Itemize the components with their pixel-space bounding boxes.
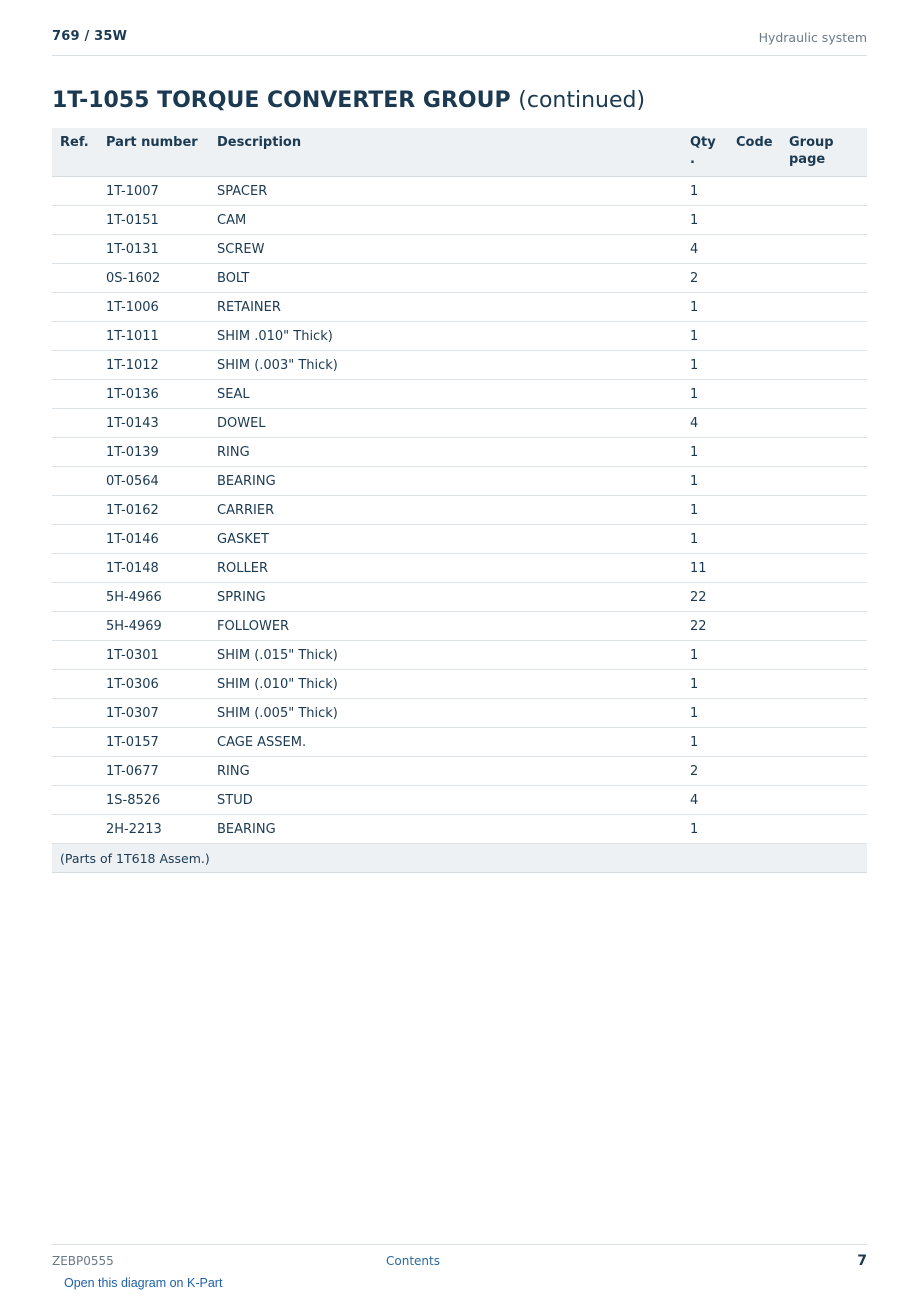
- table-row: [52, 525, 867, 554]
- table-row: [52, 670, 867, 699]
- cell-code: [728, 757, 781, 786]
- table-row: [52, 583, 867, 612]
- column-header-qty: [682, 128, 728, 177]
- cell-code: [728, 438, 781, 467]
- cell-ref: [52, 728, 98, 757]
- cell-description: SEAL: [209, 380, 682, 409]
- cell-code: [728, 641, 781, 670]
- cell-ref: [52, 612, 98, 641]
- cell-code: [728, 554, 781, 583]
- cell-group-page: [781, 815, 867, 844]
- cell-group-page: [781, 293, 867, 322]
- section-label: Hydraulic system: [758, 30, 867, 45]
- cell-ref: [52, 380, 98, 409]
- cell-part-number: 1T-1006: [98, 293, 209, 322]
- cell-qty: 1: [682, 496, 728, 525]
- table-row: [52, 728, 867, 757]
- cell-qty: 1: [682, 815, 728, 844]
- cell-part-number: 1T-0677: [98, 757, 209, 786]
- cell-code: [728, 612, 781, 641]
- cell-part-number: 1T-1012: [98, 351, 209, 380]
- cell-description: STUD: [209, 786, 682, 815]
- table-row: [52, 322, 867, 351]
- cell-code: [728, 322, 781, 351]
- table-row: [52, 641, 867, 670]
- table-row: [52, 554, 867, 583]
- cell-code: [728, 670, 781, 699]
- cell-description: RING: [209, 757, 682, 786]
- cell-part-number: 5H-4966: [98, 583, 209, 612]
- cell-code: [728, 786, 781, 815]
- cell-description: RING: [209, 438, 682, 467]
- cell-qty: 1: [682, 728, 728, 757]
- page-header: [52, 0, 867, 56]
- cell-qty: 4: [682, 409, 728, 438]
- cell-part-number: 1T-0146: [98, 525, 209, 554]
- cell-description: BOLT: [209, 264, 682, 293]
- cell-ref: [52, 815, 98, 844]
- cell-qty: 22: [682, 612, 728, 641]
- cell-group-page: [781, 380, 867, 409]
- cell-description: SHIM (.003" Thick): [209, 351, 682, 380]
- cell-code: [728, 293, 781, 322]
- cell-group-page: [781, 728, 867, 757]
- column-header-part-number: Part number: [98, 128, 209, 177]
- table-row: [52, 409, 867, 438]
- cell-ref: [52, 409, 98, 438]
- cell-ref: [52, 757, 98, 786]
- cell-part-number: 0S-1602: [98, 264, 209, 293]
- cell-qty: 1: [682, 467, 728, 496]
- cell-group-page: [781, 525, 867, 554]
- cell-group-page: [781, 177, 867, 206]
- cell-code: [728, 235, 781, 264]
- cell-group-page: [781, 757, 867, 786]
- cell-description: SHIM (.010" Thick): [209, 670, 682, 699]
- cell-qty: 1: [682, 177, 728, 206]
- cell-qty: 2: [682, 264, 728, 293]
- cell-description: CAM: [209, 206, 682, 235]
- cell-group-page: [781, 264, 867, 293]
- page-title: [52, 88, 645, 113]
- cell-ref: [52, 264, 98, 293]
- cell-code: [728, 177, 781, 206]
- cell-group-page: [781, 206, 867, 235]
- cell-code: [728, 409, 781, 438]
- group-page-header-line2: page: [789, 152, 826, 167]
- cell-description: SPACER: [209, 177, 682, 206]
- column-header-group-page: [781, 128, 867, 177]
- table-row: [52, 351, 867, 380]
- cell-ref: [52, 438, 98, 467]
- table-row: [52, 380, 867, 409]
- cell-description: SCREW: [209, 235, 682, 264]
- cell-part-number: 1T-0307: [98, 699, 209, 728]
- table-row: [52, 757, 867, 786]
- cell-ref: [52, 467, 98, 496]
- continued-label: (continued): [518, 88, 646, 113]
- table-row: [52, 815, 867, 844]
- cell-description: SHIM (.005" Thick): [209, 699, 682, 728]
- cell-code: [728, 583, 781, 612]
- cell-ref: [52, 699, 98, 728]
- cell-part-number: 1T-0301: [98, 641, 209, 670]
- parts-table-body: [52, 177, 867, 844]
- cell-part-number: 1T-0139: [98, 438, 209, 467]
- column-header-ref: Ref.: [52, 128, 98, 177]
- table-row: [52, 612, 867, 641]
- cell-code: [728, 351, 781, 380]
- cell-qty: 1: [682, 699, 728, 728]
- cell-part-number: 1T-0148: [98, 554, 209, 583]
- cell-part-number: 1T-0306: [98, 670, 209, 699]
- cell-part-number: 1S-8526: [98, 786, 209, 815]
- cell-part-number: 0T-0564: [98, 467, 209, 496]
- cell-ref: [52, 322, 98, 351]
- cell-qty: 2: [682, 757, 728, 786]
- cell-qty: 22: [682, 583, 728, 612]
- cell-description: GASKET: [209, 525, 682, 554]
- cell-part-number: 1T-0143: [98, 409, 209, 438]
- cell-qty: 4: [682, 235, 728, 264]
- cell-code: [728, 525, 781, 554]
- cell-description: SHIM .010" Thick): [209, 322, 682, 351]
- cell-group-page: [781, 409, 867, 438]
- cell-code: [728, 264, 781, 293]
- table-row: [52, 438, 867, 467]
- table-row: [52, 496, 867, 525]
- cell-ref: [52, 583, 98, 612]
- cell-group-page: [781, 554, 867, 583]
- cell-qty: 1: [682, 438, 728, 467]
- cell-code: [728, 728, 781, 757]
- cell-description: BEARING: [209, 815, 682, 844]
- cell-qty: 1: [682, 525, 728, 554]
- cell-group-page: [781, 786, 867, 815]
- table-row: [52, 177, 867, 206]
- cell-qty: 1: [682, 641, 728, 670]
- cell-part-number: 1T-1007: [98, 177, 209, 206]
- cell-code: [728, 699, 781, 728]
- cell-group-page: [781, 641, 867, 670]
- cell-ref: [52, 641, 98, 670]
- table-row: [52, 467, 867, 496]
- cell-description: RETAINER: [209, 293, 682, 322]
- cell-description: SHIM (.015" Thick): [209, 641, 682, 670]
- cell-part-number: 1T-0136: [98, 380, 209, 409]
- cell-part-number: 5H-4969: [98, 612, 209, 641]
- cell-part-number: 1T-0151: [98, 206, 209, 235]
- table-row: [52, 235, 867, 264]
- document-code: ZEBP0555: [52, 1254, 114, 1268]
- cell-part-number: 1T-1011: [98, 322, 209, 351]
- column-header-code: Code: [728, 128, 781, 177]
- assembly-note: (Parts of 1T618 Assem.): [52, 844, 867, 873]
- cell-qty: 1: [682, 380, 728, 409]
- cell-ref: [52, 525, 98, 554]
- table-row: [52, 786, 867, 815]
- page-number: 7: [857, 1253, 867, 1269]
- table-header-row: [52, 128, 867, 177]
- cell-qty: 1: [682, 293, 728, 322]
- cell-description: ROLLER: [209, 554, 682, 583]
- cell-ref: [52, 554, 98, 583]
- cell-code: [728, 815, 781, 844]
- model-label: 769 / 35W: [52, 29, 128, 44]
- cell-description: CAGE ASSEM.: [209, 728, 682, 757]
- cell-ref: [52, 293, 98, 322]
- group-page-header-line1: Group: [789, 135, 834, 150]
- cell-code: [728, 206, 781, 235]
- cell-qty: 1: [682, 351, 728, 380]
- cell-part-number: 1T-0157: [98, 728, 209, 757]
- cell-qty: 1: [682, 322, 728, 351]
- cell-group-page: [781, 612, 867, 641]
- cell-ref: [52, 206, 98, 235]
- cell-qty: 1: [682, 670, 728, 699]
- table-row: [52, 699, 867, 728]
- cell-ref: [52, 670, 98, 699]
- cell-group-page: [781, 496, 867, 525]
- table-row: [52, 206, 867, 235]
- cell-part-number: 2H-2213: [98, 815, 209, 844]
- cell-group-page: [781, 235, 867, 264]
- cell-qty: 11: [682, 554, 728, 583]
- cell-code: [728, 380, 781, 409]
- cell-ref: [52, 177, 98, 206]
- cell-qty: 1: [682, 206, 728, 235]
- cell-group-page: [781, 322, 867, 351]
- cell-part-number: 1T-0162: [98, 496, 209, 525]
- cell-ref: [52, 351, 98, 380]
- cell-code: [728, 467, 781, 496]
- cell-group-page: [781, 670, 867, 699]
- cell-description: DOWEL: [209, 409, 682, 438]
- parts-table: [52, 128, 867, 873]
- contents-link[interactable]: Contents: [386, 1254, 440, 1268]
- cell-description: CARRIER: [209, 496, 682, 525]
- cell-qty: 4: [682, 786, 728, 815]
- cell-group-page: [781, 583, 867, 612]
- cell-ref: [52, 786, 98, 815]
- group-title: 1T-1055 TORQUE CONVERTER GROUP: [52, 88, 511, 113]
- cell-part-number: 1T-0131: [98, 235, 209, 264]
- column-header-description: Description: [209, 128, 682, 177]
- qty-header-line1: Qty: [690, 135, 716, 150]
- cell-ref: [52, 235, 98, 264]
- open-kpart-link[interactable]: Open this diagram on K-Part: [64, 1276, 223, 1290]
- cell-group-page: [781, 699, 867, 728]
- table-note-row: [52, 844, 867, 873]
- cell-group-page: [781, 467, 867, 496]
- cell-description: BEARING: [209, 467, 682, 496]
- table-row: [52, 264, 867, 293]
- cell-ref: [52, 496, 98, 525]
- table-row: [52, 293, 867, 322]
- cell-group-page: [781, 351, 867, 380]
- qty-header-line2: .: [690, 152, 695, 167]
- cell-description: SPRING: [209, 583, 682, 612]
- cell-description: FOLLOWER: [209, 612, 682, 641]
- cell-group-page: [781, 438, 867, 467]
- cell-code: [728, 496, 781, 525]
